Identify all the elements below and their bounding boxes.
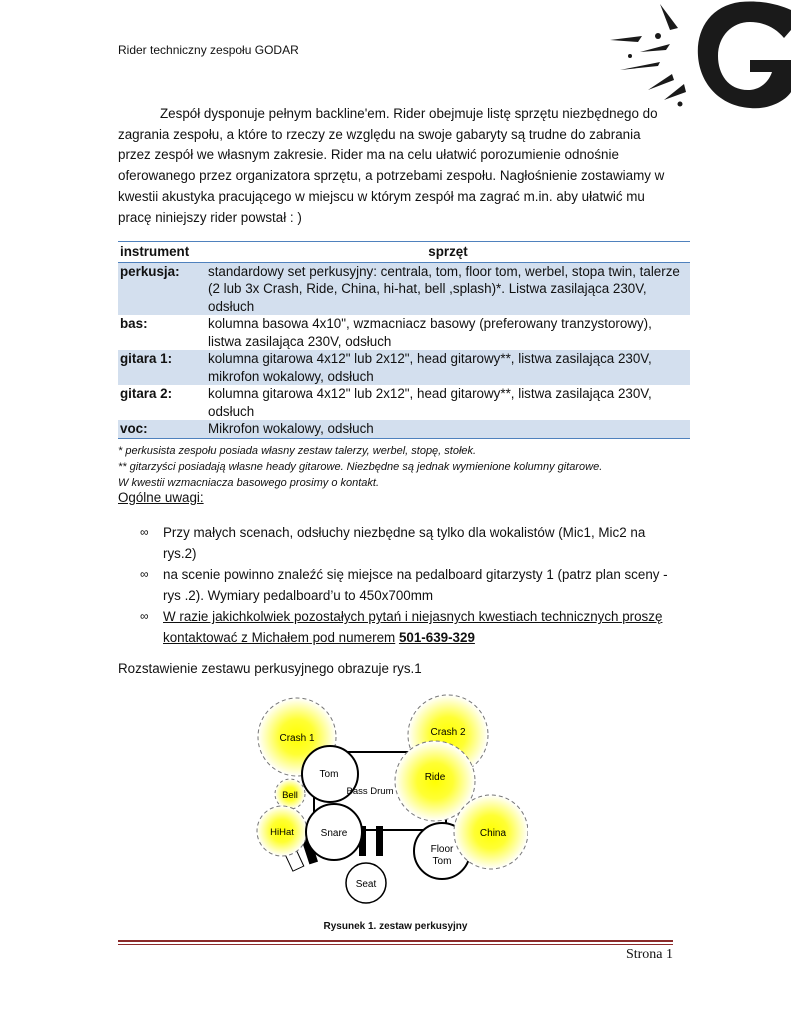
table-header-instrument: instrument [118, 242, 206, 263]
label-china: China [479, 828, 507, 839]
label-tom: Tom [319, 769, 339, 780]
footnote-2: ** gitarzyści posiadają własne heady gitarowe. Niezbędne są jednak wymienione kolumny gitarowe. [118, 461, 603, 473]
note-text: na scenie powinno znaleźć się miejsce na pedalboard gitarzysty 1 (patrz plan sceny - rys .2). Wymiary pedalboard’u to 450x700mm [163, 567, 668, 603]
page-number: Strona 1 [625, 947, 673, 962]
row-instrument: bas: [120, 316, 148, 331]
table-row [118, 262, 690, 315]
label-ride: Ride [424, 772, 446, 783]
figure-intro: Rozstawienie zestawu perkusyjnego obrazuje rys.1 [118, 661, 422, 676]
label-hihat: HiHat [270, 827, 294, 838]
label-crash1: Crash 1 [279, 733, 315, 744]
label-bass-drum: Bass Drum [346, 786, 394, 797]
label-crash2: Crash 2 [430, 727, 466, 738]
label-bell: Bell [282, 790, 298, 801]
row-instrument: voc: [118, 420, 206, 438]
infinity-bullet-icon: ∞ [140, 525, 149, 539]
row-instrument: gitara 1: [118, 350, 206, 385]
row-equipment: standardowy set perkusyjny: centrala, tom, floor tom, werbel, stopa twin, talerze (2 lub 3x Crash, Ride, China, hi-hat, bell ,splash)*. Listwa zasilająca 230V, odsłuch [206, 262, 690, 315]
contact-text: W razie jakichkolwiek pozostałych pytań i niejasnych kwestiach technicznych proszę kontaktować z Michałem pod numerem [163, 609, 663, 645]
infinity-bullet-icon: ∞ [140, 609, 149, 623]
row-equipment: kolumna gitarowa 4x12" lub 2x12", head gitarowy**, listwa zasilająca 230V, mikrofon wokalowy, odsłuch [206, 350, 690, 385]
rider-table [118, 241, 690, 439]
table-row [118, 385, 690, 420]
label-floor-tom-1: Floor [430, 844, 454, 855]
intro-paragraph [118, 104, 674, 228]
row-equipment: Mikrofon wokalowy, odsłuch [206, 420, 690, 438]
footer-rule-thin [118, 944, 673, 945]
drum-kit-diagram [248, 690, 528, 905]
table-header-equipment: sprzęt [206, 242, 690, 263]
label-snare: Snare [320, 828, 348, 839]
general-notes-title: Ogólne uwagi: [118, 490, 204, 505]
row-equipment: kolumna basowa 4x10", wzmacniacz basowy (preferowany tranzystorowy), listwa zasilająca 230V, odsłuch [208, 316, 652, 349]
list-item [140, 606, 670, 648]
table-row [118, 350, 690, 385]
header-title: Rider techniczny zespołu GODAR [118, 43, 299, 57]
note-text: Przy małych scenach, odsłuchy niezbędne są tylko dla wokalistów (Mic1, Mic2 na rys.2) [163, 525, 646, 561]
intro-text: Zespół dysponuje pełnym backline'em. Rider obejmuje listę sprzętu niezbędnego do zagrania zespołu, a które to rzeczy ze względu na swoje gabaryty są trudne do zabrania przez zespół we własnym zakresie. Rider ma na celu ułatwić porozumienie odnośnie oferowanego przez organizatora sprzętu, a potrzebami zespołu. Nagłośnienie zostawiamy w kwestii akustyka pracującego w miejscu w którym zespół ma zagrać m.in. aby ułatwić mu pracę niniejszy rider powstał : ) [118, 106, 665, 225]
table-row [118, 420, 690, 438]
row-equipment: kolumna gitarowa 4x12" lub 2x12", head gitarowy**, listwa zasilająca 230V, odsłuch [208, 386, 652, 419]
pedal-right [376, 826, 383, 856]
contact-phone[interactable]: 501-639-329 [398, 630, 475, 645]
label-seat: Seat [355, 879, 377, 890]
label-floor-tom-2: Tom [432, 856, 452, 867]
list-item [140, 522, 670, 564]
footnotes [118, 443, 678, 491]
row-instrument: gitara 2: [120, 386, 173, 401]
logo-letter: G [750, 66, 751, 67]
footnote-1: * perkusista zespołu posiada własny zestaw talerzy, werbel, stopę, stołek. [118, 445, 477, 457]
row-instrument: perkusja: [118, 262, 206, 315]
footer-rule [118, 940, 673, 942]
figure-caption: Rysunek 1. zestaw perkusyjny [323, 921, 468, 932]
footnote-3: W kwestii wzmacniacza basowego prosimy o kontakt. [118, 477, 380, 489]
list-item [140, 564, 670, 606]
infinity-bullet-icon: ∞ [140, 567, 149, 581]
general-notes-list [140, 522, 670, 648]
band-logo [600, 0, 791, 120]
table-row [118, 315, 690, 350]
